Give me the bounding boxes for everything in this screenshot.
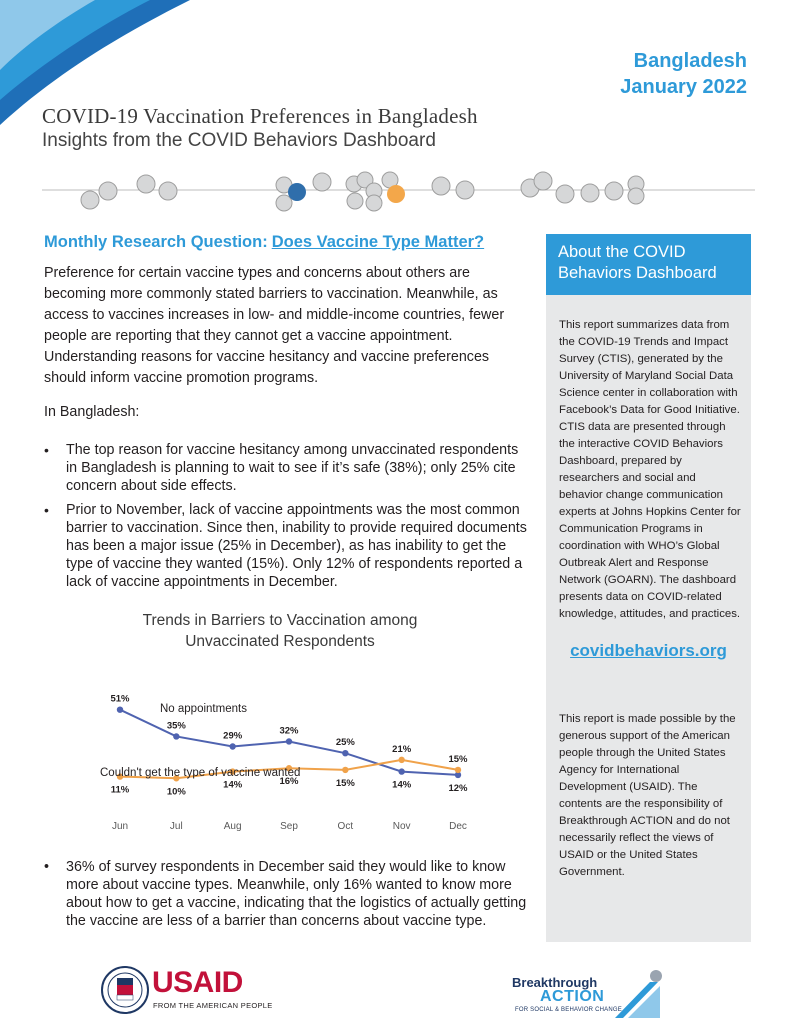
data-label: 51%	[110, 693, 130, 705]
research-question-label: Monthly Research Question:	[44, 233, 268, 251]
x-tick-label: Jul	[169, 821, 183, 832]
x-tick-label: Dec	[449, 821, 467, 832]
data-label: 15%	[335, 777, 355, 789]
sidebar	[546, 234, 751, 942]
data-label: 16%	[279, 776, 299, 788]
list-item: • Prior to November, lack of vaccine appointments was the most common barrier to vaccination. Since then, inability to provide required documents has been a major issue (25% in December), as has inability to get the type of vaccine they wanted (15%). Only 12% of respondents reported a lack of vaccine appointments in December.	[44, 501, 529, 591]
research-question	[44, 233, 484, 252]
findings-list	[44, 441, 529, 597]
chart-title: Trends in Barriers to Vaccination among Unvaccinated Respondents	[142, 612, 418, 650]
sidebar-description: This report summarizes data from the COVID-19 Trends and Impact Survey (CTIS), generated by the University of Maryland Social Data Science center in collaboration with Facebook’s Data for Good Initiative. CTIS data are presented through the interactive COVID Behaviors Dashboard, prepared by researchers and social and behavior change communication experts at Johns Hopkins Center for Communication Programs in coordination with WHO’s Global Outbreak Alert and Response Network (GOARN). The dashboard presents data on COVID-related knowledge, attitudes, and practices.	[559, 319, 741, 620]
page-subtitle: Insights from the COVID Behaviors Dashboard	[42, 130, 436, 151]
sidebar-support-text: This report is made possible by the generous support of the American people through the United States Agency for International Development (USAID). The contents are the responsibility of Breakthrough ACTION and do not necessarily reflect the views of USAID or the United States Government.	[559, 713, 736, 878]
series-label: Couldn't get the type of vaccine wanted	[100, 767, 301, 779]
website-link[interactable]: covidbehaviors.org	[570, 641, 727, 660]
dots-divider	[0, 168, 797, 218]
x-tick-label: Jun	[111, 821, 129, 832]
intro-paragraph: Preference for certain vaccine types and concerns about others are becoming more commonly stated barriers to vaccination. Meanwhile, as access to vaccines increases in low- and middle-income countries, fewer people are reporting that they cannot get a vaccine appointment. Understanding reasons for vaccine hesitancy and vaccine preferences should inform vaccine promotion programs.	[44, 265, 505, 386]
data-label: 11%	[110, 784, 130, 796]
usaid-logo-text: USAID	[152, 966, 243, 999]
action-label: ACTION	[540, 988, 605, 1005]
data-label: 12%	[448, 782, 468, 794]
x-tick-label: Sep	[280, 821, 298, 832]
breakthrough-label: Breakthrough	[512, 975, 598, 990]
in-country-label: In Bangladesh:	[44, 404, 140, 420]
date-label: January 2022	[620, 76, 747, 98]
list-item: • The top reason for vaccine hesitancy among unvaccinated respondents in Bangladesh is planning to wait to see if it’s safe (38%); only 25% cite concern about side effects.	[44, 441, 529, 495]
data-label: 14%	[223, 779, 243, 791]
x-tick-label: Nov	[392, 821, 411, 832]
data-point	[117, 706, 123, 712]
data-point	[342, 767, 348, 773]
list-item: • 36% of survey respondents in December said they would like to know more about vaccine types. Meanwhile, only 16% wanted to know more about how to get a vaccine, indicating that the logistics of actually getting the vaccine are less of a barrier than concerns about vaccine type.	[44, 858, 529, 930]
ba-tagline: FOR SOCIAL & BEHAVIOR CHANGE	[515, 1007, 622, 1013]
x-tick-label: Aug	[223, 821, 242, 832]
data-point	[286, 738, 292, 744]
data-label: 21%	[392, 743, 412, 755]
data-point	[173, 733, 179, 739]
research-question-link[interactable]: Does Vaccine Type Matter?	[271, 233, 485, 251]
data-label: 35%	[166, 720, 186, 732]
page-title: COVID-19 Vaccination Preferences in Bangladesh	[42, 104, 478, 128]
location-date	[620, 48, 747, 100]
series-label: No appointments	[160, 703, 247, 715]
location-label: Bangladesh	[633, 50, 747, 72]
x-tick-label: Oct	[337, 821, 354, 832]
data-label: 10%	[166, 786, 186, 798]
data-point	[398, 757, 404, 763]
data-label: 14%	[392, 779, 412, 791]
findings-list-2	[44, 858, 529, 930]
data-label: 25%	[335, 737, 355, 749]
data-label: 29%	[223, 730, 243, 742]
data-point	[342, 750, 348, 756]
data-point	[398, 768, 404, 774]
data-point	[229, 743, 235, 749]
barriers-line-chart	[90, 685, 490, 845]
data-label: 32%	[279, 725, 299, 737]
data-label: 15%	[448, 753, 468, 765]
sidebar-heading: About the COVID Behaviors Dashboard	[546, 234, 751, 295]
usaid-tagline: FROM THE AMERICAN PEOPLE	[153, 1001, 273, 1010]
data-point	[455, 767, 461, 773]
